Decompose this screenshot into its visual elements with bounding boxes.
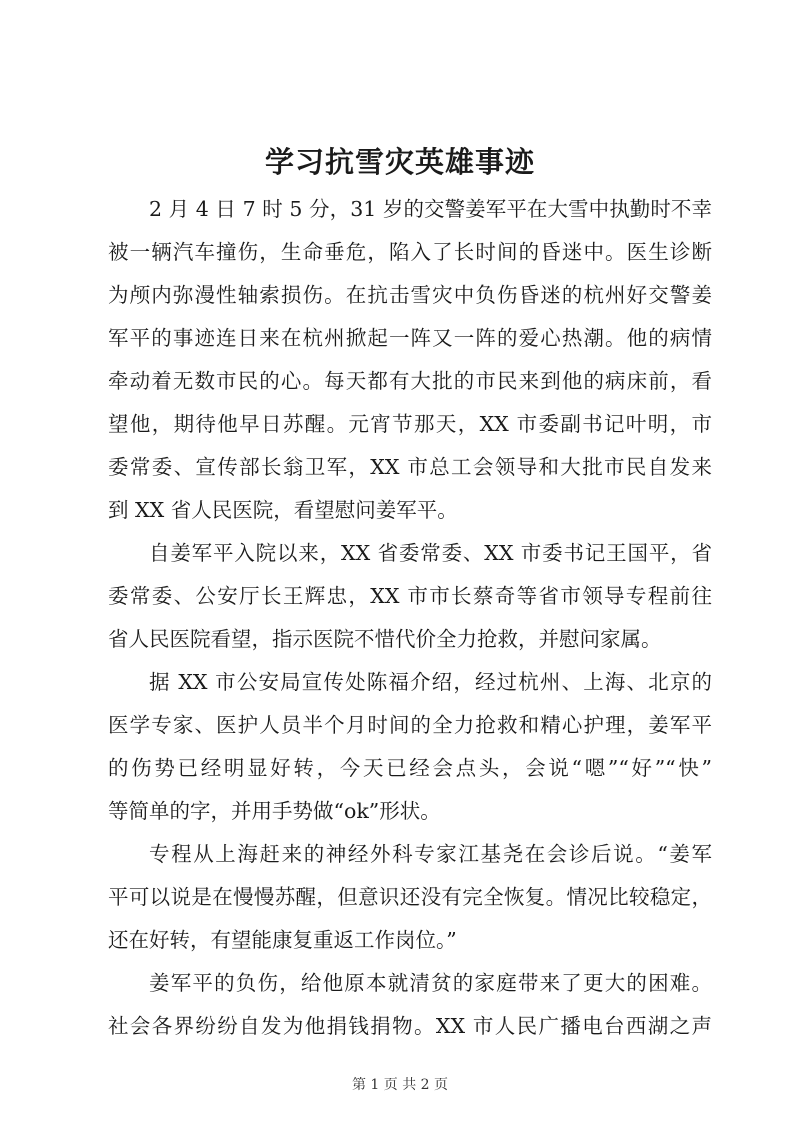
paragraph-5	[108, 962, 712, 1048]
text-line: 望他，期待他早日苏醒。元宵节那天，XX 市委副书记叶明，市	[108, 412, 712, 436]
text-line: 军平的事迹连日来在杭州掀起一阵又一阵的爱心热潮。他的病情	[108, 326, 712, 350]
text-line: 自姜军平入院以来，XX 省委常委、XX 市委书记王国平，省	[149, 541, 712, 565]
document-body	[108, 188, 712, 1048]
text-line: 牵动着无数市民的心。每天都有大批的市民来到他的病床前，看	[108, 369, 712, 393]
paragraph-2	[108, 532, 712, 661]
text-line: 社会各界纷纷自发为他捐钱捐物。XX 市人民广播电台西湖之声	[108, 1014, 712, 1038]
text-line: 专程从上海赶来的神经外科专家江基尧在会诊后说。“姜军	[149, 842, 712, 866]
paragraph-1	[108, 188, 712, 532]
text-line: 被一辆汽车撞伤，生命垂危，陷入了长时间的昏迷中。医生诊断	[108, 240, 712, 264]
document-title: 学习抗雪灾英雄事迹	[264, 145, 535, 179]
text-line: 委常委、公安厅长王辉忠，XX 市市长蔡奇等省市领导专程前往	[108, 584, 712, 608]
text-line: 到 XX 省人民医院，看望慰问姜军平。	[108, 498, 458, 522]
text-line: 委常委、宣传部长翁卫军，XX 市总工会领导和大批市民自发来	[108, 455, 712, 479]
text-line: 2 月 4 日 7 时 5 分，31 岁的交警姜军平在大雪中执勤时不幸	[149, 197, 712, 221]
text-line: 为颅内弥漫性轴索损伤。在抗击雪灾中负伤昏迷的杭州好交警姜	[108, 283, 712, 307]
text-line: 据 XX 市公安局宣传处陈福介绍，经过杭州、上海、北京的	[149, 670, 712, 694]
text-line: 平可以说是在慢慢苏醒，但意识还没有完全恢复。情况比较稳定，	[108, 885, 712, 909]
text-line: 姜军平的负伤，给他原本就清贫的家庭带来了更大的困难。	[149, 971, 712, 995]
text-line: 省人民医院看望，指示医院不惜代价全力抢救，并慰问家属。	[108, 627, 662, 651]
page-footer: 第 1 页 共 2 页	[351, 1077, 449, 1093]
text-line: 还在好转，有望能康复重返工作岗位。”	[108, 928, 457, 952]
text-line: 医学专家、医护人员半个月时间的全力抢救和精心护理，姜军平	[108, 713, 712, 737]
paragraph-3	[108, 661, 712, 833]
text-line: 的伤势已经明显好转，今天已经会点头，会说“嗯”“好”“快”	[108, 756, 712, 780]
text-line: 等简单的字，并用手势做“ok”形状。	[108, 799, 441, 823]
paragraph-4	[108, 833, 712, 962]
